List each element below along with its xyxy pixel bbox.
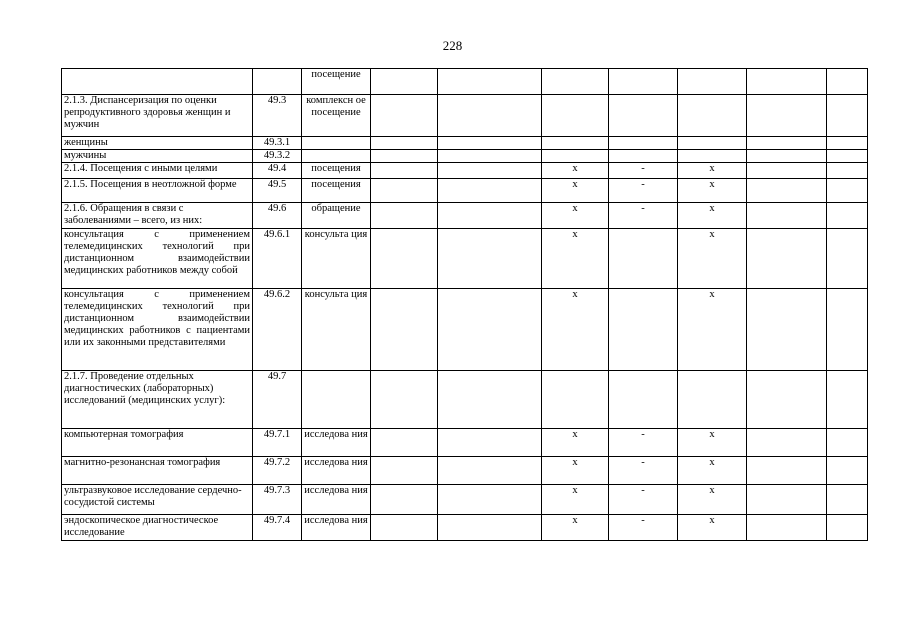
- value-cell: [827, 229, 868, 289]
- value-cell: [438, 457, 542, 485]
- indicator-name-cell: [62, 69, 253, 95]
- value-cell: x: [542, 485, 609, 515]
- value-cell: [438, 229, 542, 289]
- value-cell: x: [678, 289, 747, 371]
- value-cell: [827, 457, 868, 485]
- indicator-name-cell: мужчины: [62, 150, 253, 163]
- unit-cell: [302, 137, 371, 150]
- table-row: [62, 95, 868, 137]
- value-cell: [747, 203, 827, 229]
- value-cell: [827, 203, 868, 229]
- value-cell: -: [609, 515, 678, 541]
- value-cell: -: [609, 485, 678, 515]
- row-code-cell: 49.7.1: [253, 429, 302, 457]
- table-row: [62, 179, 868, 203]
- row-code-cell: 49.5: [253, 179, 302, 203]
- value-cell: x: [542, 229, 609, 289]
- value-cell: [747, 69, 827, 95]
- value-cell: [371, 429, 438, 457]
- value-cell: x: [678, 203, 747, 229]
- value-cell: [542, 371, 609, 429]
- value-cell: [371, 289, 438, 371]
- table-row: [62, 150, 868, 163]
- value-cell: [827, 69, 868, 95]
- value-cell: [438, 150, 542, 163]
- value-cell: [827, 429, 868, 457]
- table-row: [62, 69, 868, 95]
- value-cell: [438, 69, 542, 95]
- value-cell: [371, 457, 438, 485]
- value-cell: [371, 150, 438, 163]
- indicator-name-cell: эндоскопическое диагностическое исследование: [62, 515, 253, 541]
- value-cell: [827, 163, 868, 179]
- value-cell: [609, 137, 678, 150]
- value-cell: x: [678, 457, 747, 485]
- table-row: [62, 163, 868, 179]
- value-cell: [371, 203, 438, 229]
- value-cell: x: [542, 457, 609, 485]
- value-cell: [609, 229, 678, 289]
- row-code-cell: 49.6.1: [253, 229, 302, 289]
- value-cell: [438, 289, 542, 371]
- value-cell: [747, 150, 827, 163]
- value-cell: [438, 485, 542, 515]
- table-row: [62, 515, 868, 541]
- value-cell: [747, 229, 827, 289]
- unit-cell: исследова ния: [302, 485, 371, 515]
- unit-cell: комплексн ое посещение: [302, 95, 371, 137]
- value-cell: [747, 137, 827, 150]
- indicator-name-cell: консультация с применением телемедицинских технологий при дистанционном взаимодействии медицинских работников с пациентами или их законными представителями: [62, 289, 253, 371]
- table-row: [62, 229, 868, 289]
- row-code-cell: 49.7: [253, 371, 302, 429]
- value-cell: [438, 95, 542, 137]
- value-cell: [371, 229, 438, 289]
- indicator-name-cell: компьютерная томография: [62, 429, 253, 457]
- unit-cell: исследова ния: [302, 457, 371, 485]
- unit-cell: [302, 150, 371, 163]
- value-cell: [678, 371, 747, 429]
- row-code-cell: 49.7.4: [253, 515, 302, 541]
- row-code-cell: 49.6: [253, 203, 302, 229]
- value-cell: [827, 485, 868, 515]
- value-cell: [609, 289, 678, 371]
- table-row: [62, 457, 868, 485]
- value-cell: x: [542, 429, 609, 457]
- value-cell: x: [542, 179, 609, 203]
- value-cell: x: [542, 163, 609, 179]
- value-cell: [609, 69, 678, 95]
- unit-cell: исследова ния: [302, 429, 371, 457]
- row-code-cell: 49.7.3: [253, 485, 302, 515]
- value-cell: x: [678, 429, 747, 457]
- indicator-name-cell: консультация с применением телемедицинских технологий при дистанционном взаимодействии медицинских работников между собой: [62, 229, 253, 289]
- value-cell: [438, 515, 542, 541]
- value-cell: x: [542, 515, 609, 541]
- value-cell: [371, 69, 438, 95]
- value-cell: [542, 150, 609, 163]
- value-cell: [747, 289, 827, 371]
- value-cell: [678, 137, 747, 150]
- value-cell: [827, 95, 868, 137]
- row-code-cell: 49.7.2: [253, 457, 302, 485]
- value-cell: [747, 457, 827, 485]
- page-number: 228: [442, 38, 463, 53]
- value-cell: [542, 69, 609, 95]
- value-cell: [678, 150, 747, 163]
- value-cell: [827, 515, 868, 541]
- table-row: [62, 137, 868, 150]
- indicator-name-cell: магнитно-резонансная томография: [62, 457, 253, 485]
- row-code-cell: [253, 69, 302, 95]
- value-cell: [371, 163, 438, 179]
- value-cell: [609, 371, 678, 429]
- value-cell: [542, 137, 609, 150]
- value-cell: [371, 371, 438, 429]
- value-cell: [747, 515, 827, 541]
- table-row: [62, 289, 868, 371]
- value-cell: -: [609, 163, 678, 179]
- indicator-name-cell: 2.1.6. Обращения в связи с заболеваниями – всего, из них:: [62, 203, 253, 229]
- value-cell: [747, 371, 827, 429]
- value-cell: [542, 95, 609, 137]
- indicator-name-cell: 2.1.7. Проведение отдельных диагностических (лабораторных) исследований (медицинских услуг):: [62, 371, 253, 429]
- value-cell: [747, 429, 827, 457]
- indicator-name-cell: 2.1.3. Диспансеризация по оценки репродуктивного здоровья женщин и мужчин: [62, 95, 253, 137]
- value-cell: [438, 203, 542, 229]
- value-cell: [827, 137, 868, 150]
- row-code-cell: 49.3: [253, 95, 302, 137]
- value-cell: [371, 515, 438, 541]
- unit-cell: посещения: [302, 179, 371, 203]
- value-cell: [438, 137, 542, 150]
- table-row: [62, 203, 868, 229]
- row-code-cell: 49.3.1: [253, 137, 302, 150]
- value-cell: -: [609, 203, 678, 229]
- value-cell: [609, 150, 678, 163]
- value-cell: [747, 485, 827, 515]
- unit-cell: консульта ция: [302, 289, 371, 371]
- unit-cell: посещения: [302, 163, 371, 179]
- row-code-cell: 49.4: [253, 163, 302, 179]
- value-cell: [747, 163, 827, 179]
- value-cell: [609, 95, 678, 137]
- value-cell: [827, 371, 868, 429]
- value-cell: [678, 69, 747, 95]
- row-code-cell: 49.6.2: [253, 289, 302, 371]
- indicator-name-cell: 2.1.5. Посещения в неотложной форме: [62, 179, 253, 203]
- value-cell: [438, 163, 542, 179]
- value-cell: [747, 95, 827, 137]
- indicator-name-cell: ультразвуковое исследование сердечно-сосудистой системы: [62, 485, 253, 515]
- value-cell: [438, 179, 542, 203]
- value-cell: [827, 150, 868, 163]
- value-cell: x: [678, 515, 747, 541]
- indicator-name-cell: женщины: [62, 137, 253, 150]
- indicator-name-cell: 2.1.4. Посещения с иными целями: [62, 163, 253, 179]
- value-cell: -: [609, 429, 678, 457]
- value-cell: x: [678, 229, 747, 289]
- row-code-cell: 49.3.2: [253, 150, 302, 163]
- table-row: [62, 485, 868, 515]
- value-cell: [827, 179, 868, 203]
- table-row: [62, 371, 868, 429]
- value-cell: [371, 137, 438, 150]
- unit-cell: исследова ния: [302, 515, 371, 541]
- value-cell: [438, 371, 542, 429]
- table-row: [62, 429, 868, 457]
- value-cell: x: [678, 163, 747, 179]
- value-cell: x: [542, 289, 609, 371]
- unit-cell: [302, 371, 371, 429]
- value-cell: x: [678, 485, 747, 515]
- value-cell: [371, 179, 438, 203]
- value-cell: x: [678, 179, 747, 203]
- value-cell: [371, 485, 438, 515]
- unit-cell: обращение: [302, 203, 371, 229]
- value-cell: -: [609, 179, 678, 203]
- value-cell: [678, 95, 747, 137]
- unit-cell: посещение: [302, 69, 371, 95]
- value-cell: [827, 289, 868, 371]
- statistics-table: [61, 68, 868, 541]
- value-cell: x: [542, 203, 609, 229]
- value-cell: -: [609, 457, 678, 485]
- unit-cell: консульта ция: [302, 229, 371, 289]
- value-cell: [438, 429, 542, 457]
- value-cell: [747, 179, 827, 203]
- value-cell: [371, 95, 438, 137]
